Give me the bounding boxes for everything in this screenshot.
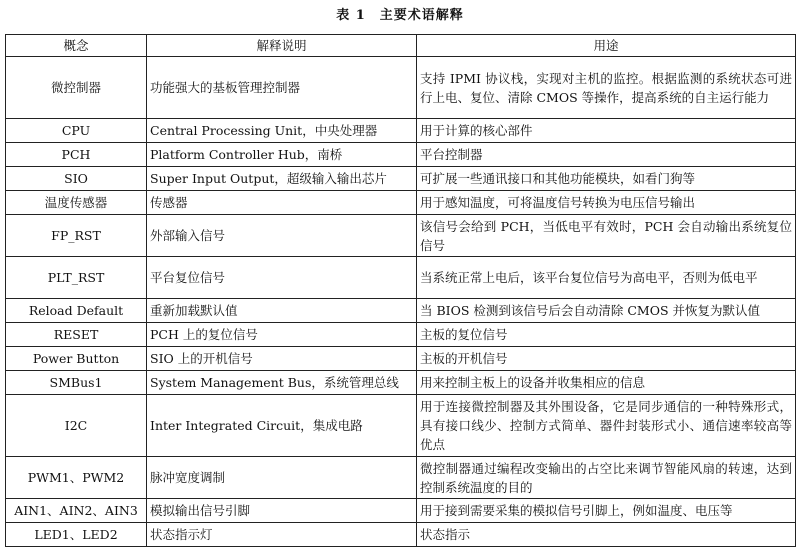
table-row [6,523,796,547]
cell-explanation: System Management Bus，系统管理总线 [147,371,417,395]
table-row [6,347,796,371]
cell-concept: 微控制器 [6,57,147,119]
cell-usage: 该信号会给到 PCH，当低电平有效时，PCH 会自动输出系统复位信号 [417,215,796,257]
cell-concept: CPU [6,119,147,143]
cell-concept: 温度传感器 [6,191,147,215]
header-explanation: 解释说明 [147,35,417,57]
cell-concept: AIN1、AIN2、AIN3 [6,499,147,523]
cell-concept: LED1、LED2 [6,523,147,547]
header-concept: 概念 [6,35,147,57]
cell-explanation: 平台复位信号 [147,257,417,299]
table-row [6,143,796,167]
table-row [6,371,796,395]
cell-explanation: Inter Integrated Circuit，集成电路 [147,395,417,457]
cell-usage: 主板的复位信号 [417,323,796,347]
cell-explanation: Super Input Output，超级输入输出芯片 [147,167,417,191]
cell-usage: 用于接到需要采集的模拟信号引脚上，例如温度、电压等 [417,499,796,523]
cell-explanation: Platform Controller Hub，南桥 [147,143,417,167]
terms-table [5,34,796,547]
cell-usage: 用来控制主板上的设备并收集相应的信息 [417,371,796,395]
table-row [6,215,796,257]
table-row [6,457,796,499]
cell-usage: 可扩展一些通讯接口和其他功能模块，如看门狗等 [417,167,796,191]
cell-explanation: 模拟输出信号引脚 [147,499,417,523]
cell-usage: 用于连接微控制器及其外围设备，它是同步通信的一种特殊形式，具有接口线少、控制方式简单、器件封装形式小、通信速率较高等优点 [417,395,796,457]
cell-concept: RESET [6,323,147,347]
cell-concept: FP_RST [6,215,147,257]
cell-explanation: 状态指示灯 [147,523,417,547]
header-usage: 用途 [417,35,796,57]
table-header-row [6,35,796,57]
cell-usage: 当系统正常上电后，该平台复位信号为高电平，否则为低电平 [417,257,796,299]
cell-explanation: 外部输入信号 [147,215,417,257]
table-row [6,395,796,457]
cell-usage: 用于计算的核心部件 [417,119,796,143]
cell-usage: 用于感知温度，可将温度信号转换为电压信号输出 [417,191,796,215]
cell-usage: 主板的开机信号 [417,347,796,371]
cell-explanation: Central Processing Unit，中央处理器 [147,119,417,143]
table-row [6,257,796,299]
cell-concept: SMBus1 [6,371,147,395]
cell-concept: I2C [6,395,147,457]
table-row [6,499,796,523]
cell-concept: PLT_RST [6,257,147,299]
cell-concept: SIO [6,167,147,191]
table-row [6,191,796,215]
cell-concept: PCH [6,143,147,167]
cell-usage: 当 BIOS 检测到该信号后会自动清除 CMOS 并恢复为默认值 [417,299,796,323]
table-row [6,299,796,323]
table-row [6,167,796,191]
table-row [6,57,796,119]
table-row [6,323,796,347]
cell-usage: 微控制器通过编程改变输出的占空比来调节智能风扇的转速，达到控制系统温度的目的 [417,457,796,499]
cell-concept: PWM1、PWM2 [6,457,147,499]
cell-explanation: PCH 上的复位信号 [147,323,417,347]
cell-explanation: SIO 上的开机信号 [147,347,417,371]
cell-usage: 状态指示 [417,523,796,547]
cell-explanation: 传感器 [147,191,417,215]
cell-explanation: 脉冲宽度调制 [147,457,417,499]
cell-concept: Reload Default [6,299,147,323]
cell-usage: 平台控制器 [417,143,796,167]
cell-usage: 支持 IPMI 协议栈，实现对主机的监控。根据监测的系统状态可进行上电、复位、清除 CMOS 等操作，提高系统的自主运行能力 [417,57,796,119]
table-caption: 表 1 主要术语解释 [336,8,464,23]
cell-explanation: 重新加载默认值 [147,299,417,323]
cell-explanation: 功能强大的基板管理控制器 [147,57,417,119]
cell-concept: Power Button [6,347,147,371]
table-row [6,119,796,143]
